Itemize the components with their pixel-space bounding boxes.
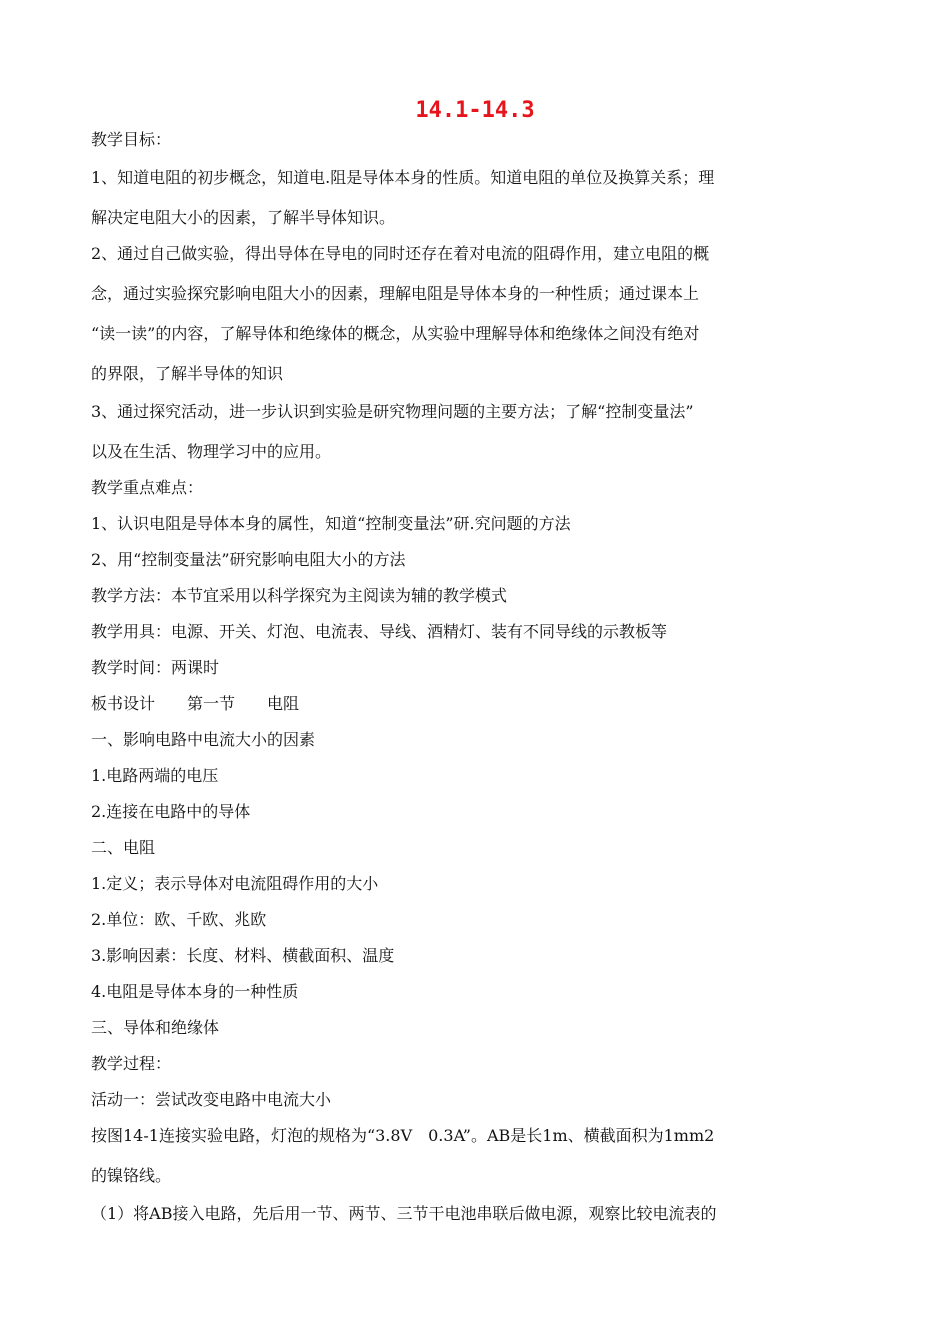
objective-1-line-2: 解决定电阻大小的因素，了解半导体知识。 <box>91 208 396 227</box>
activity-1-heading: 活动一：尝试改变电路中电流大小 <box>91 1090 332 1109</box>
activity-1-step-1: （1）将AB接入电路，先后用一节、两节、三节干电池串联后做电源，观察比较电流表的 <box>91 1204 717 1223</box>
objective-3-line-2: 以及在生活、物理学习中的应用。 <box>91 442 332 461</box>
objective-2-line-1: 2、通过自己做实验，得出导体在导电的同时还存在着对电流的阻碍作用，建立电阻的概 <box>91 244 710 263</box>
objective-2-line-2: 念，通过实验探究影响电阻大小的因素，理解电阻是导体本身的一种性质；通过课本上 <box>91 284 700 303</box>
heading-teaching-objectives: 教学目标： <box>91 130 172 149</box>
document-body <box>91 122 751 1226</box>
section-2-item-2: 2.单位：欧、千欧、兆欧 <box>91 910 267 929</box>
heading-teaching-process: 教学过程： <box>91 1054 172 1073</box>
teaching-tools: 教学用具：电源、开关、灯泡、电流表、导线、酒精灯、装有不同导线的示教板等 <box>91 622 668 641</box>
objective-2-line-4: 的界限，了解半导体的知识 <box>91 364 284 383</box>
section-3-heading: 三、导体和绝缘体 <box>91 1018 220 1037</box>
activity-1-line-1: 按图14-1连接实验电路，灯泡的规格为“3.8V 0.3A”。AB是长1m、横截面积为1mm2 <box>91 1126 715 1145</box>
activity-1-line-2: 的镍铬线。 <box>91 1166 172 1185</box>
key-point-2: 2、用“控制变量法”研究影响电阻大小的方法 <box>91 550 406 569</box>
heading-key-points: 教学重点难点： <box>91 478 204 497</box>
objective-1-line-1: 1、知道电阻的初步概念，知道电.阻是导体本身的性质。知道电阻的单位及换算关系；理 <box>91 168 715 187</box>
section-1-heading: 一、影响电路中电流大小的因素 <box>91 730 316 749</box>
objective-2-line-3: “读一读”的内容，了解导体和绝缘体的概念，从实验中理解导体和绝缘体之间没有绝对 <box>91 324 700 343</box>
objective-3-line-1: 3、通过探究活动，进一步认识到实验是研究物理问题的主要方法；了解“控制变量法” <box>91 402 694 421</box>
document-title: 14.1-14.3 <box>415 98 535 123</box>
section-2-item-4: 4.电阻是导体本身的一种性质 <box>91 982 299 1001</box>
section-1-item-1: 1.电路两端的电压 <box>91 766 219 785</box>
key-point-1: 1、认识电阻是导体本身的属性，知道“控制变量法”研.究问题的方法 <box>91 514 571 533</box>
section-2-heading: 二、电阻 <box>91 838 156 857</box>
section-2-item-1: 1.定义；表示导体对电流阻碍作用的大小 <box>91 874 379 893</box>
board-design-heading: 板书设计 第一节 电阻 <box>91 694 300 713</box>
teaching-time: 教学时间：两课时 <box>91 658 220 677</box>
section-2-item-3: 3.影响因素：长度、材料、横截面积、温度 <box>91 946 395 965</box>
section-1-item-2: 2.连接在电路中的导体 <box>91 802 251 821</box>
teaching-method: 教学方法：本节宜采用以科学探究为主阅读为辅的教学模式 <box>91 586 508 605</box>
